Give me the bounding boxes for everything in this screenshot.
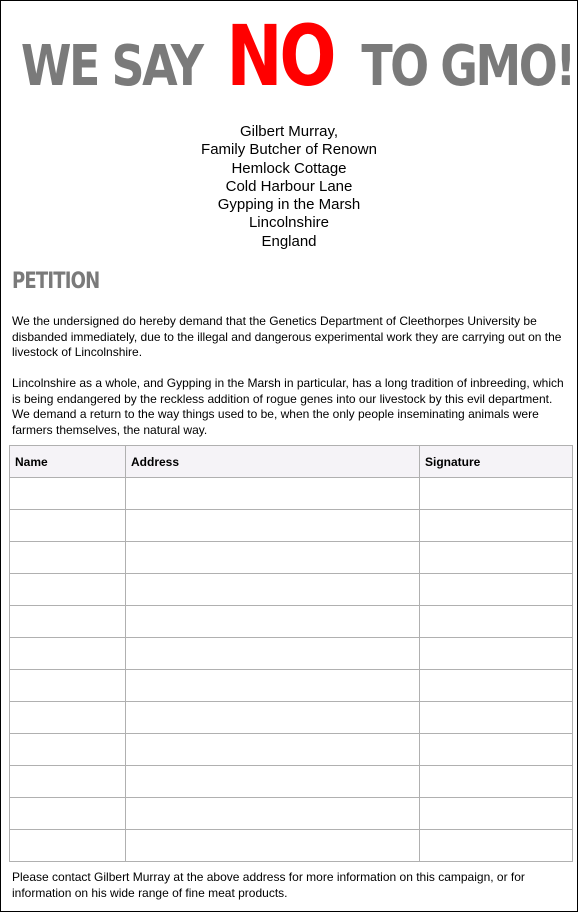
column-header-name: Name: [10, 446, 126, 478]
name-cell[interactable]: [10, 670, 126, 702]
signature-cell[interactable]: [420, 574, 573, 606]
signature-cell[interactable]: [420, 478, 573, 510]
column-header-address: Address: [126, 446, 420, 478]
signature-cell[interactable]: [420, 638, 573, 670]
signature-cell[interactable]: [420, 606, 573, 638]
name-cell[interactable]: [10, 478, 126, 510]
name-cell[interactable]: [10, 510, 126, 542]
table-row: [10, 702, 573, 734]
address-line: Gilbert Murray,: [239, 123, 339, 140]
address-cell[interactable]: [126, 734, 420, 766]
signature-cell[interactable]: [420, 830, 573, 862]
signature-cell[interactable]: [420, 670, 573, 702]
address-line: Hemlock Cottage: [231, 159, 347, 177]
name-cell[interactable]: [10, 542, 126, 574]
name-cell[interactable]: [10, 798, 126, 830]
headline-part-we-say: WE SAY: [20, 34, 202, 99]
address-line: Family Butcher of Renown: [201, 141, 377, 159]
signature-cell[interactable]: [420, 702, 573, 734]
name-cell[interactable]: [10, 574, 126, 606]
address-line: Lincolnshire: [248, 214, 330, 232]
table-row: [10, 798, 573, 830]
signature-cell[interactable]: [420, 542, 573, 574]
table-row: [10, 638, 573, 670]
table-row: [10, 670, 573, 702]
table-row: [10, 734, 573, 766]
name-cell[interactable]: [10, 606, 126, 638]
address-cell[interactable]: [126, 478, 420, 510]
signature-cell[interactable]: [420, 734, 573, 766]
address-cell[interactable]: [126, 510, 420, 542]
name-cell[interactable]: [10, 830, 126, 862]
address-cell[interactable]: [126, 830, 420, 862]
address-cell[interactable]: [126, 670, 420, 702]
address-cell[interactable]: [126, 638, 420, 670]
headline-part-to-gmo: TO GMO!: [361, 34, 575, 99]
signature-cell[interactable]: [420, 510, 573, 542]
table-row: [10, 830, 573, 862]
signature-table: [9, 445, 573, 862]
address-cell[interactable]: [126, 798, 420, 830]
address-line: England: [261, 232, 317, 250]
address-line: Cold Harbour Lane: [225, 177, 353, 195]
address-cell[interactable]: [126, 606, 420, 638]
name-cell[interactable]: [10, 766, 126, 798]
table-row: [10, 606, 573, 638]
signature-table-body: [10, 478, 573, 862]
signature-cell[interactable]: [420, 798, 573, 830]
table-row: [10, 542, 573, 574]
address-cell[interactable]: [126, 766, 420, 798]
signature-table-header-row: [10, 446, 573, 478]
address-cell[interactable]: [126, 542, 420, 574]
petition-heading: PETITION: [12, 269, 100, 294]
address-line: Gypping in the Marsh: [217, 196, 361, 214]
footer-contact-text: Please contact Gilbert Murray at the above address for more information on this campaign, or for information on his wide range of fine meat products.: [12, 870, 525, 900]
petition-paragraph-1: We the undersigned do hereby demand that the Genetics Department of Cleethorpes University be disbanded immediately, due to the illegal and dangerous experimental work they are carrying out on the livestock of Lincolnshire.: [12, 314, 562, 359]
table-row: [10, 574, 573, 606]
headline-banner: [1, 7, 577, 105]
address-block: [1, 123, 577, 251]
column-header-signature: Signature: [420, 446, 573, 478]
petition-paragraph-2: Lincolnshire as a whole, and Gypping in the Marsh in particular, has a long tradition of inbreeding, which is being endangered by the reckless addition of rogue genes into our livestock by this evil department. We demand a return to the way things used to be, when the only people inseminating animals were farmers themselves, the natural way.: [12, 376, 564, 437]
table-row: [10, 510, 573, 542]
name-cell[interactable]: [10, 638, 126, 670]
address-cell[interactable]: [126, 702, 420, 734]
headline-part-no: NO: [226, 7, 334, 105]
name-cell[interactable]: [10, 702, 126, 734]
signature-cell[interactable]: [420, 766, 573, 798]
table-row: [10, 478, 573, 510]
table-row: [10, 766, 573, 798]
name-cell[interactable]: [10, 734, 126, 766]
address-cell[interactable]: [126, 574, 420, 606]
